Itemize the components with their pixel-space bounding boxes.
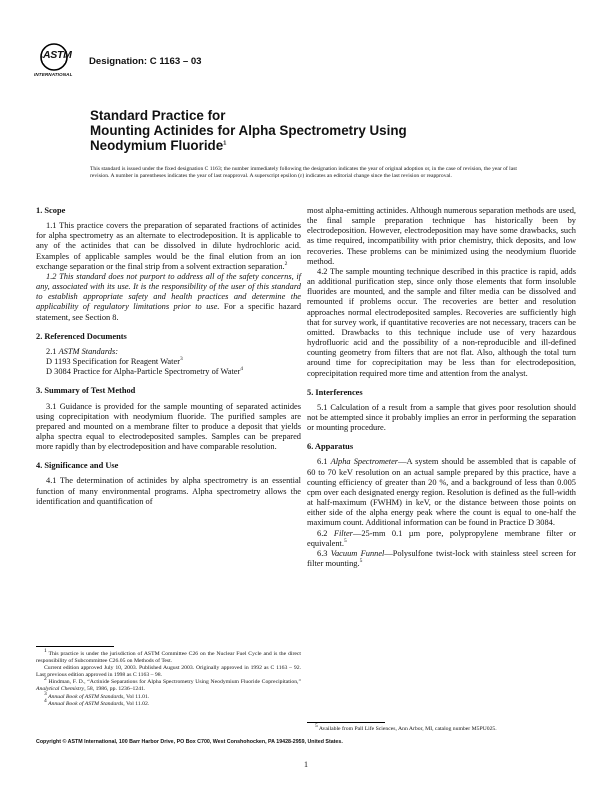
footnote-text: , 58, 1986, pp. 1236–1241.	[84, 686, 146, 693]
term-label: Alpha Spectrometer	[330, 457, 399, 467]
footnote-2	[36, 676, 301, 693]
footnote-mark: 5	[315, 723, 318, 730]
footnote-text: Available from Pall Life Sciences, Ann Arbor, MI, catalog number M5PU025.	[317, 726, 497, 732]
section-heading-interferences: 5. Interferences	[307, 387, 363, 397]
title-line-3-text: Neodymium Fluoride	[90, 138, 224, 153]
footnote-5	[307, 723, 576, 733]
footnote-mark: 3	[44, 690, 47, 697]
apparatus-paragraph-3	[307, 549, 576, 569]
section-heading-apparatus: 6. Apparatus	[307, 442, 354, 452]
logo-subtext: INTERNATIONAL	[34, 72, 73, 77]
astm-logo	[34, 42, 74, 86]
title-line-2: Mounting Actinides for Alpha Spectrometry Using	[90, 123, 407, 138]
section-heading-scope: 1. Scope	[36, 206, 66, 215]
title-line-1: Standard Practice for	[90, 108, 226, 123]
footnote-divider-left	[36, 646, 114, 647]
book-title: Annual Book of ASTM Standards	[46, 693, 124, 700]
para-num: 6.2	[317, 528, 334, 538]
footnote-divider-right	[307, 722, 385, 723]
footnote-text: , Vol 11.01.	[123, 693, 150, 700]
footnote-mark: 2	[44, 676, 47, 683]
title-footnote-mark: 1	[223, 140, 227, 147]
footnote-text: Hindman, F. D., “Actinide Separations for Alpha Spectrometry Using Neodymium Fluoride Coprecipitation,”	[46, 679, 301, 686]
para-num: 6.3	[317, 548, 331, 558]
para-num: 6.1	[317, 457, 331, 467]
scope-paragraph-1	[36, 221, 301, 272]
term-label: Vacuum Funnel	[330, 548, 385, 558]
footnote-mark: 1	[44, 648, 47, 655]
journal-title: Analytical Chemistry	[36, 686, 85, 693]
footnote-mark: 5	[343, 537, 347, 544]
footnote-1-edition: Current edition approved July 10, 2003. Published August 2003. Originally approved in 1992 as C 1163 – 92. Last previous edition approved in 1998 as C 1163 – 98.	[36, 665, 301, 679]
footnote-mark: 3	[179, 356, 183, 363]
safety-statement: 1.2 This standard does not purport to address all of the safety concerns, if any, associated with its use. It is the responsibility of the user of this standard to establish appropriate safety and health practices and determine the applicability of regulatory limitations prior to use.	[36, 271, 301, 312]
para-text: —A system should be assembled that is capable of 60 to 70 keV resolution on an actual sample prepared by this practice, have a counting efficiency of greater than 20 %, and a background of less than 0.005 cpm over each designated energy region. Resolution is defined as the full-width at half-maximum (FWHM) in keV, or the distance between those points on either side of the alpha energy peak where the count is equal to one-half the maximum count. Additional information can be found in Practice D 3084.	[307, 457, 577, 528]
footnote-mark: 4	[240, 366, 244, 373]
references-sub	[36, 347, 301, 357]
page-number: 1	[304, 760, 308, 769]
reference-item-d3084	[36, 367, 301, 377]
para-text: —25-mm 0.1 µm pore, polypropylene membrane filter or equivalent.	[307, 528, 576, 548]
section-heading-significance: 4. Significance and Use	[36, 461, 119, 471]
footnote-4	[36, 697, 301, 708]
reference-item-d1193	[36, 357, 301, 367]
summary-paragraph-1: 3.1 Guidance is provided for the sample mounting of separated actinides using coprecipitation with neodymium fluoride. The purified samples are prepared and mounted on a membrane filter to produce a deposit that yields alpha spectra equal to electrodeposited samples. Samples can be prepared more rapidly than by electrodeposition and have comparable resolution.	[36, 401, 301, 452]
book-title: Annual Book of ASTM Standards	[46, 700, 124, 707]
significance-paragraph-1-continued: most alpha-emitting actinides. Although numerous separation methods are used, the final sample preparation technique has historically been by electrodeposition. However, electrodeposition may have some drawbacks, such as time required, incompatibility with prior chemistry, thick deposits, and low recoveries. These problems can be minimized using the neodymium fluoride method.	[307, 206, 576, 266]
apparatus-paragraph-1	[307, 457, 576, 528]
footnote-mark: 4	[44, 697, 47, 704]
references-sub-num: 2.1	[46, 346, 59, 356]
document-title	[90, 108, 520, 153]
standard-notice: This standard is issued under the fixed designation C 1163; the number immediately following the designation indicates the year of original adoption or, in the case of revision, the year of last revision. A number in parentheses indicates the year of last reapproval. A superscript epsilon (ε) indicates an editorial change since the last revision or reapproval.	[90, 166, 517, 180]
apparatus-paragraph-2	[307, 529, 576, 549]
reference-text: D 3084 Practice for Alpha-Particle Spectrometry of Water	[46, 367, 241, 377]
scope-paragraph-2	[36, 272, 301, 323]
footnotes-right	[307, 723, 576, 733]
footnote-mark: 5	[359, 558, 363, 565]
footnote-text: , Vol 11.02.	[123, 700, 150, 707]
scope-p2-rest: For a specific hazard statement, see Section 8.	[36, 302, 302, 322]
footnote-1	[36, 648, 301, 665]
footnote-mark: 2	[284, 260, 288, 267]
significance-paragraph-1-start: 4.1 The determination of actinides by alpha spectrometry is an essential function of many environmental programs. Alpha spectrometry allows the identification and quantification of	[36, 476, 301, 506]
section-heading-references: 2. Referenced Documents	[36, 331, 127, 341]
references-sub-label: ASTM Standards:	[58, 346, 119, 356]
interferences-paragraph-1: 5.1 Calculation of a result from a sample that gives poor resolution should not be attempted since it probably implies an error in performing the separation or mounting procedure.	[307, 402, 576, 433]
footnotes-left	[36, 648, 301, 708]
scope-p1-text: 1.1 This practice covers the preparation of separated fractions of actinides for alpha spectrometry as an alternate to electrodeposition. It is applicable to any of the actinides that can be dissolved in dilute hydrochloric acid. Examples of applicable samples would be the final elution from an ion exchange separation or the final strip from a solvent extraction separation.	[36, 221, 301, 271]
right-column	[307, 206, 576, 569]
copyright-line: Copyright © ASTM International, 100 Barr Harbor Drive, PO Box C700, West Conshohocken, PA 19428-2959, United States.	[36, 739, 343, 745]
logo-text: ASTM	[43, 49, 72, 61]
footnote-3	[36, 690, 301, 701]
section-heading-summary: 3. Summary of Test Method	[36, 386, 136, 396]
significance-paragraph-2: 4.2 The sample mounting technique described in this practice is rapid, adds an additional purification step, since only those elements that form insoluble fluorides are mounted, and the sample and filter media can be dissolved and remounted if problems occur. The recoveries are better and resolution approaches normal electrodeposited samples. Recoveries are sufficiently high that for survey work, if quantitative recoveries are not necessary, tracers can be omitted. Drawbacks to this technique include use of very hazardous hydrofluoric acid and the possibility of a non-reproducible and ill-defined counting geometry from filters that are not flat. Also, although the total turn around time for coprecipitation may be less than for electrodeposition, coprecipitation required more time and attention from the analyst.	[307, 266, 576, 378]
left-column	[36, 206, 301, 507]
footnote-text: This practice is under the jurisdiction of ASTM Committee C26 on the Nuclear Fuel Cycle and is the direct responsibility of Subcommittee C26.05 on Methods of Test.	[36, 651, 301, 665]
title-line-3	[90, 138, 520, 153]
reference-text: D 1193 Specification for Reagent Water	[46, 357, 180, 367]
term-label: Filter	[333, 528, 353, 538]
para-text: —Polysulfone twist-lock with stainless steel screen for filter mounting.	[307, 548, 576, 568]
designation: Designation: C 1163 – 03	[89, 56, 202, 67]
